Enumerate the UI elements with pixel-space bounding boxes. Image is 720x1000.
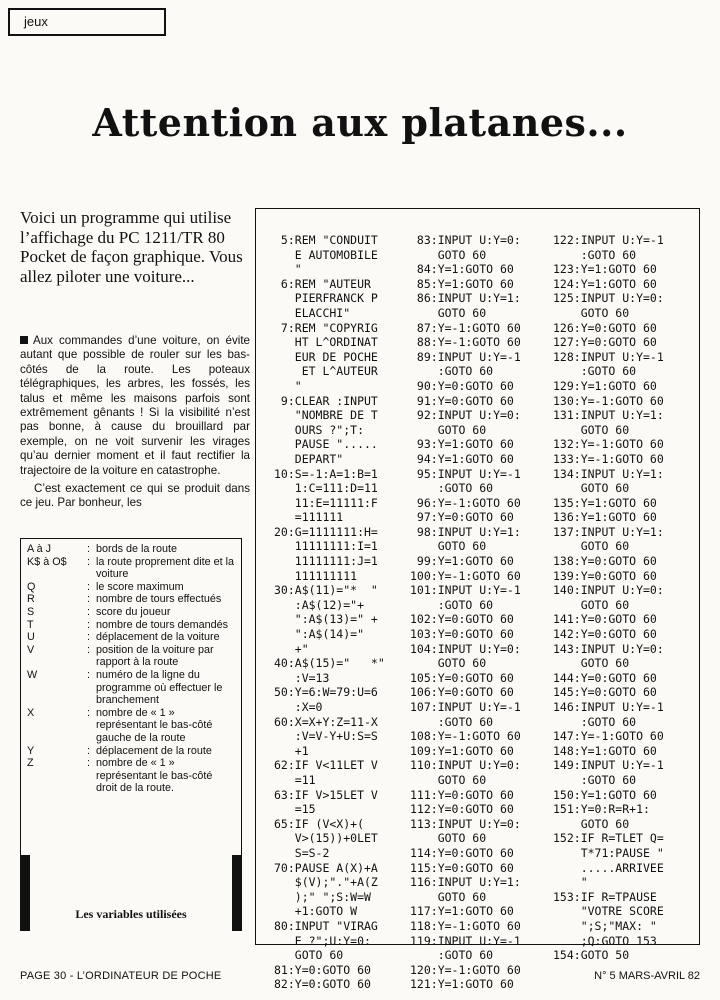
variable-desc-wrap: : la route proprement dite et la voiture [87,555,235,581]
variable-row [27,593,235,606]
code-line: 125:INPUT U:Y=0: [553,291,664,306]
code-line: 123:Y=1:GOTO 60 [553,262,657,277]
variable-desc: le score maximum [96,580,184,593]
variable-row [27,669,235,707]
variable-row [27,606,235,619]
code-line: 91:Y=0:GOTO 60 [410,393,514,408]
variable-name: K$ à O$ [27,555,67,568]
variable-desc-wrap: : bords de la route [87,543,178,555]
variable-desc-wrap: : nombre de « 1 » représentant le bas-côté droit de la route. [87,757,235,795]
variable-desc-wrap: : nombre de tours demandés [87,618,229,631]
code-line: 7:REM "COPYRIG [274,320,378,335]
variable-name: S [27,605,35,618]
code-line: GOTO 60 [410,656,487,671]
code-line: 145:Y=0:GOTO 60 [553,685,657,700]
code-line: =111111 [274,510,344,525]
variable-desc: déplacement de la voiture [96,631,220,644]
code-line: 115:Y=0:GOTO 60 [410,860,514,875]
code-line: ELACCHI" [274,305,351,320]
code-line: 90:Y=0:GOTO 60 [410,378,514,393]
code-line: "NOMBRE DE T [274,408,378,423]
code-line: 100:Y=-1:GOTO 60 [410,568,521,583]
code-line: GOTO 60 [410,831,487,846]
code-line: 84:Y=1:GOTO 60 [410,262,514,277]
code-line: 126:Y=0:GOTO 60 [553,320,657,335]
code-line: 83:INPUT U:Y=0: [410,233,521,247]
code-column-1 [274,233,385,992]
code-line: 104:INPUT U:Y=0: [410,641,521,656]
code-line: +" [274,641,309,656]
code-line: =15 [274,802,316,817]
code-line: 143:INPUT U:Y=0: [553,641,664,656]
code-line: 11111111:I=1 [274,539,378,554]
code-line: "VOTRE SCORE [553,904,664,919]
code-line: 120:Y=-1:GOTO 60 [410,962,521,977]
code-line: OURS ?";T: [274,422,365,437]
code-line: 146:INPUT U:Y=-1 [553,700,664,714]
code-line: 111111111 [274,568,358,583]
code-line: E AUTOMOBILE [274,247,378,262]
code-line: 142:Y=0:GOTO 60 [553,627,657,642]
code-line: 133:Y=-1:GOTO 60 [553,451,664,466]
code-line: 99:Y=1:GOTO 60 [410,554,514,569]
code-line: ":A$(13)=" + [274,612,378,627]
code-line: 109:Y=1:GOTO 60 [410,743,514,758]
code-line: GOTO 60 [553,816,630,831]
code-line: :GOTO 60 [410,481,494,496]
code-line: 11111111:J=1 [274,554,378,569]
code-line: " [553,875,588,890]
variable-name: T [27,618,34,631]
variable-desc: bords de la route [96,543,178,555]
variable-desc-wrap: : nombre de « 1 » représentant le bas-côté gauche de la route [87,707,235,745]
variable-desc: numéro de la ligne du programme où effectuer le branchement [96,668,223,707]
code-line: :A$(12)="+ [274,597,365,612]
code-line: :GOTO 60 [553,364,637,379]
variable-desc: nombre de tours demandés [96,618,229,631]
paragraph: C’est exactement ce qui se produit dans ce jeu. Par bonheur, les [20,482,250,510]
code-line: 135:Y=1:GOTO 60 [553,495,657,510]
variables-caption-box [20,855,242,931]
variable-desc: score du joueur [96,605,171,618]
code-line: 152:IF R=TLET Q= [553,831,664,846]
variable-row [27,556,235,581]
variable-row [27,543,235,556]
code-line: 82:Y=0:GOTO 60 [274,977,371,992]
code-line: ET L^AUTEUR [274,364,378,379]
code-line: 102:Y=0:GOTO 60 [410,612,514,627]
code-line: HT L^ORDINAT [274,335,378,350]
code-line: 110:INPUT U:Y=0: [410,758,521,773]
code-line: :GOTO 60 [410,948,494,963]
variable-desc: nombre de tours effectués [96,593,222,606]
code-column-2 [410,233,521,992]
variable-name: W [27,668,38,681]
code-line: 136:Y=1:GOTO 60 [553,510,657,525]
code-line: :X=0 [274,700,323,714]
code-line: V>(15))+0LET [274,831,378,846]
paragraph [20,334,250,478]
code-line: 112:Y=0:GOTO 60 [410,802,514,817]
code-line: 122:INPUT U:Y=-1 [553,233,664,247]
code-line: 98:INPUT U:Y=1: [410,524,521,539]
code-line: 60:X=X+Y:Z=11-X [274,714,378,729]
variable-desc-wrap: : numéro de la ligne du programme où effectuer le branchement [87,669,235,707]
variable-desc: la route proprement dite et la voiture [96,555,235,581]
code-line: 140:INPUT U:Y=0: [553,583,664,598]
code-line: :V=V-Y+U:S=S [274,729,378,744]
code-line: 119:INPUT U:Y=-1 [410,933,521,948]
variable-row [27,745,235,758]
code-line: GOTO 60 [410,305,487,320]
code-line: 137:INPUT U:Y=1: [553,524,664,539]
code-line: GOTO 60 [553,305,630,320]
code-line: 105:Y=0:GOTO 60 [410,670,514,685]
variable-desc-wrap: : le score maximum [87,580,184,593]
code-line: 88:Y=-1:GOTO 60 [410,335,521,350]
variable-desc-wrap: : déplacement de la voiture [87,631,220,644]
code-line: 11:E=11111:F [274,495,378,510]
code-line: 131:INPUT U:Y=1: [553,408,664,423]
code-line: 96:Y=-1:GOTO 60 [410,495,521,510]
variable-row [27,631,235,644]
code-line: 89:INPUT U:Y=-1 [410,349,521,364]
article-body [20,334,250,515]
code-line: 94:Y=1:GOTO 60 [410,451,514,466]
code-line: :V=13 [274,670,330,685]
variable-row [27,581,235,594]
paragraph-text: Aux commandes d’une voiture, on évite autant que possible de rouler sur les bas-côtés de la route. Les poteaux télégraphiques, les arbres, les fossés, les talus et même les maisons parfois sont extrêmement gênants ! Si la visibilité n’est pas bonne, à cause du brouillard par exemple, on ne voit survenir les virages qu’au dernier moment et il faut rectifier la trajectoire de la voiture en catastrophe. [20,334,250,477]
code-column-3 [553,233,664,963]
code-line: 62:IF V<11LET V [274,758,378,773]
variable-desc-wrap: : nombre de tours effectués [87,593,222,606]
code-line: =11 [274,772,316,787]
code-line: GOTO 60 [553,539,630,554]
code-line: GOTO 60 [274,948,344,963]
code-line: 20:G=1111111:H= [274,524,378,539]
code-line: 103:Y=0:GOTO 60 [410,627,514,642]
variable-desc: déplacement de la route [96,744,212,757]
variable-name: Y [27,744,35,757]
code-line: " [274,262,302,277]
code-line: GOTO 60 [553,656,630,671]
code-line: T*71:PAUSE " [553,845,664,860]
code-line: GOTO 60 [410,247,487,262]
code-line: 85:Y=1:GOTO 60 [410,276,514,291]
code-line: GOTO 60 [410,422,487,437]
code-line: GOTO 60 [553,481,630,496]
code-line: +1:GOTO W [274,904,358,919]
code-line: EUR DE POCHE [274,349,378,364]
code-line: 121:Y=1:GOTO 60 [410,977,514,992]
variable-row [27,619,235,632]
code-line: 148:Y=1:GOTO 60 [553,743,657,758]
code-line: 70:PAUSE A(X)+A [274,860,378,875]
code-line: 117:Y=1:GOTO 60 [410,904,514,919]
variable-row [27,707,235,745]
code-line: 111:Y=0:GOTO 60 [410,787,514,802]
code-line: +1 [274,743,309,758]
variable-name: A à J [27,543,52,555]
code-line: 87:Y=-1:GOTO 60 [410,320,521,335]
code-line: 141:Y=0:GOTO 60 [553,612,657,627]
code-line: S=S-2 [274,845,330,860]
code-line: 10:S=-1:A=1:B=1 [274,466,378,481]
variable-desc-wrap: : position de la voiture par rapport à la route [87,644,235,669]
footer-issue: N° 5 MARS-AVRIL 82 [594,970,700,982]
variable-name: U [27,631,35,644]
variable-name: Z [27,757,34,770]
code-line: 65:IF (V<X)+( [274,816,365,831]
code-line: 118:Y=-1:GOTO 60 [410,918,521,933]
code-line: 127:Y=0:GOTO 60 [553,335,657,350]
variable-desc: position de la voiture par rapport à la route [96,643,214,669]
code-line: 80:INPUT "VIRAG [274,918,378,933]
variable-name: R [27,593,35,606]
code-line: 139:Y=0:GOTO 60 [553,568,657,583]
variable-desc: nombre de « 1 » représentant le bas-côté gauche de la route [96,706,213,744]
variable-name: Q [27,580,36,593]
code-line: DEPART" [274,451,344,466]
code-line: 113:INPUT U:Y=0: [410,816,521,831]
code-line: 108:Y=-1:GOTO 60 [410,729,521,744]
code-line: 101:INPUT U:Y=-1 [410,583,521,598]
variable-name: X [27,706,35,719]
code-line: 114:Y=0:GOTO 60 [410,845,514,860]
variable-desc-wrap: : déplacement de la route [87,744,212,757]
code-line: 93:Y=1:GOTO 60 [410,437,514,452]
code-line: 132:Y=-1:GOTO 60 [553,437,664,452]
article-title: Attention aux platanes... [92,100,628,145]
code-line: 97:Y=0:GOTO 60 [410,510,514,525]
code-line: 130:Y=-1:GOTO 60 [553,393,664,408]
code-line: :GOTO 60 [553,247,637,262]
code-line: 144:Y=0:GOTO 60 [553,670,657,685]
footer-page: PAGE 30 - L’ORDINATEUR DE POCHE [20,970,222,982]
code-line: 150:Y=1:GOTO 60 [553,787,657,802]
section-tag: jeux [8,8,166,36]
code-line: ":A$(14)=" [274,627,365,642]
code-line: 92:INPUT U:Y=0: [410,408,521,423]
code-line: 138:Y=0:GOTO 60 [553,554,657,569]
code-line: 40:A$(15)=" *" [274,656,385,671]
code-line: 106:Y=0:GOTO 60 [410,685,514,700]
code-line: GOTO 60 [553,422,630,437]
code-line: :GOTO 60 [553,772,637,787]
code-line: );" ";S:W=W [274,889,371,904]
variable-row [27,757,235,795]
code-line: 153:IF R=TPAUSE [553,889,657,904]
code-line: " [274,378,302,393]
code-line: 134:INPUT U:Y=1: [553,466,664,481]
variable-row [27,644,235,669]
code-line: 86:INPUT U:Y=1: [410,291,521,306]
code-line: 124:Y=1:GOTO 60 [553,276,657,291]
code-line: 1:C=111:D=11 [274,481,378,496]
code-line: PIERFRANCK P [274,291,378,306]
code-line: ;Q:GOTO 153 [553,933,657,948]
intro-text: Voici un programme qui utilise l’affichage du PC 1211/TR 80 Pocket de façon graphique. Vous allez piloter une voiture... [20,208,243,286]
code-line: E ?";U:Y=0: [274,933,371,948]
code-line: :GOTO 60 [410,597,494,612]
code-line: ";S;"MAX: " [553,918,657,933]
variable-desc: nombre de « 1 » représentant le bas-côté droit de la route. [96,757,213,795]
code-line: 95:INPUT U:Y=-1 [410,466,521,481]
code-line: 107:INPUT U:Y=-1 [410,700,521,714]
code-line: :GOTO 60 [410,364,494,379]
code-line: PAUSE "..... [274,437,378,452]
code-line: :GOTO 60 [410,714,494,729]
code-line: 129:Y=1:GOTO 60 [553,378,657,393]
code-line: $(V);"."+A(Z [274,875,378,890]
code-line: 9:CLEAR :INPUT [274,393,378,408]
code-line: GOTO 60 [410,772,487,787]
code-line: 128:INPUT U:Y=-1 [553,349,664,364]
code-line: 149:INPUT U:Y=-1 [553,758,664,773]
code-line: 5:REM "CONDUIT [274,233,378,247]
code-line: 6:REM "AUTEUR [274,276,371,291]
variables-caption: Les variables utilisées [75,907,187,921]
code-line: 81:Y=0:GOTO 60 [274,962,371,977]
code-line: GOTO 60 [410,539,487,554]
code-line: .....ARRIVEE [553,860,664,875]
code-line: 154:GOTO 50 [553,948,630,963]
square-bullet-icon [20,336,28,344]
code-line: 50:Y=6:W=79:U=6 [274,685,378,700]
variable-name: V [27,643,35,656]
variable-desc-wrap: : score du joueur [87,605,171,618]
code-line: GOTO 60 [410,889,487,904]
code-line: 63:IF V>15LET V [274,787,378,802]
code-line: 116:INPUT U:Y=1: [410,875,521,890]
code-line: 151:Y=0:R=R+1: [553,802,650,817]
code-line: 30:A$(11)="* " [274,583,378,598]
code-line: GOTO 60 [553,597,630,612]
code-line: :GOTO 60 [553,714,637,729]
code-line: 147:Y=-1:GOTO 60 [553,729,664,744]
